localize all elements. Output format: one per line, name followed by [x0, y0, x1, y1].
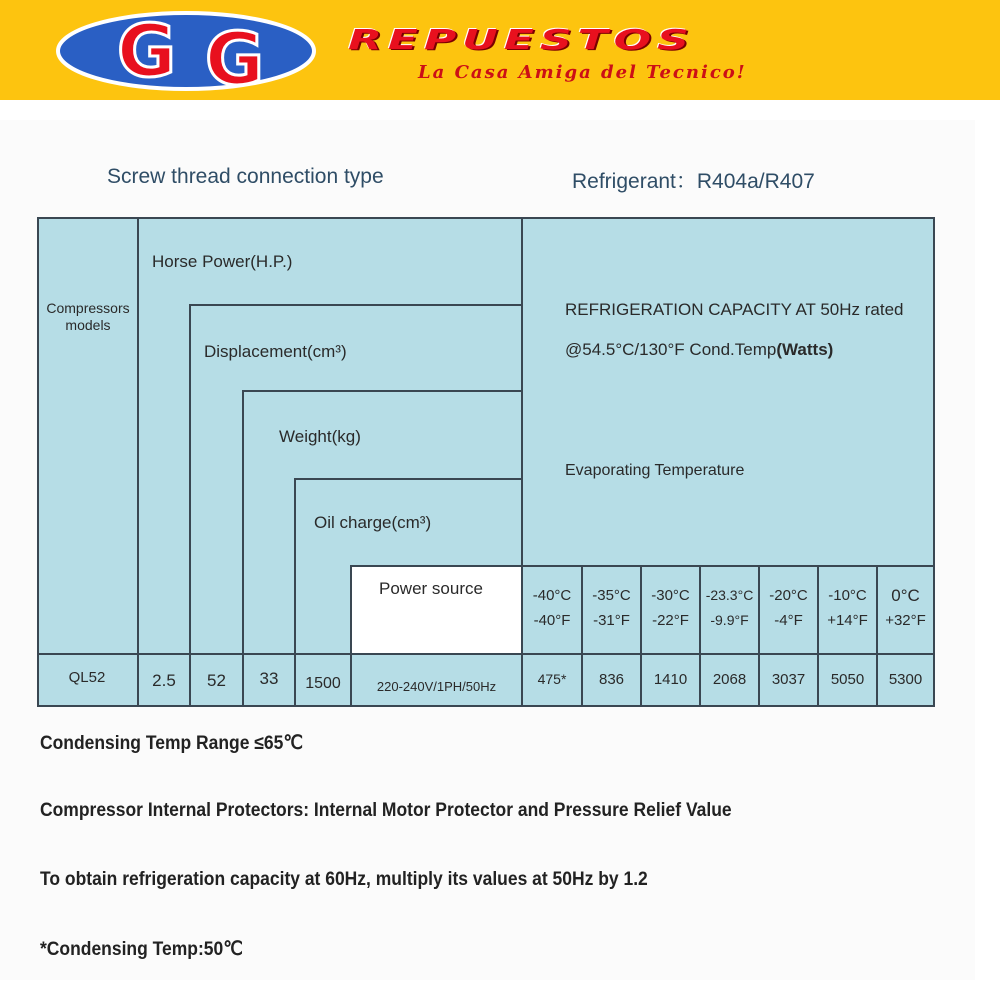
table-border-right — [933, 217, 935, 707]
specs-table — [37, 217, 935, 707]
temp-fahrenheit: +32°F — [885, 612, 926, 629]
gg-logo-icon — [55, 10, 317, 92]
displacement-column-divider — [242, 390, 244, 707]
temp-fahrenheit: -22°F — [652, 612, 689, 629]
horse-power-label: Horse Power(H.P.) — [152, 252, 293, 271]
displacement-label: Displacement(cm³) — [204, 342, 347, 361]
brand-name: REPUESTOS — [348, 24, 695, 56]
weight-step — [242, 390, 521, 392]
temp-header — [760, 583, 817, 633]
table-cell-capacity: 475* — [537, 671, 567, 687]
temp-celsius: -10°C — [828, 587, 867, 604]
capacity-title-line2-text: @54.5°C/130°F Cond.Temp — [565, 340, 777, 359]
temp-celsius: -20°C — [769, 587, 808, 604]
temp-fahrenheit: -40°F — [533, 612, 571, 629]
compressors-models-line1: Compressors — [46, 300, 130, 316]
temp-fahrenheit: -31°F — [593, 612, 630, 629]
temp-celsius: -30°C — [651, 587, 690, 604]
header-banner — [0, 0, 1000, 100]
table-cell-weight: 33 — [259, 669, 279, 688]
temp-header — [523, 583, 581, 633]
note-60hz-conversion: To obtain refrigeration capacity at 60Hz, multiply its values at 50Hz by 1.2 — [40, 869, 648, 890]
power-step — [350, 565, 935, 567]
weight-label: Weight(kg) — [279, 427, 361, 446]
table-cell-oil: 1500 — [305, 675, 341, 692]
temp-header — [642, 583, 699, 633]
oil-charge-label: Oil charge(cm³) — [314, 513, 432, 532]
svg-text:G: G — [117, 10, 177, 92]
capacity-unit: (Watts) — [776, 340, 834, 359]
note-condensing-temp: *Condensing Temp:50℃ — [40, 939, 243, 960]
table-cell-capacity: 836 — [598, 671, 625, 688]
temp-fahrenheit: +14°F — [827, 612, 868, 629]
temp-fahrenheit: -4°F — [774, 612, 803, 629]
capacity-title-line1: REFRIGERATION CAPACITY AT 50Hz rated — [565, 300, 904, 319]
temp-header — [701, 583, 758, 633]
compressors-models-line2: models — [65, 317, 111, 333]
table-cell-capacity: 3037 — [771, 671, 806, 688]
table-cell-hp: 2.5 — [152, 671, 176, 690]
table-border-bottom — [37, 705, 935, 707]
displacement-step — [189, 304, 521, 306]
temp-celsius: -35°C — [592, 587, 631, 604]
note-internal-protectors: Compressor Internal Protectors: Internal Motor Protector and Pressure Relief Value — [40, 800, 732, 821]
temp-celsius: -23.3°C — [705, 587, 754, 603]
table-cell-capacity: 1410 — [653, 671, 688, 688]
connection-type-heading: Screw thread connection type — [107, 165, 384, 188]
compressors-models-label — [43, 300, 133, 334]
brand-tagline: La Casa Amiga del Tecnico! — [418, 62, 747, 83]
header-row-divider — [37, 653, 935, 655]
oil-step — [294, 478, 521, 480]
temp-celsius: -40°C — [532, 587, 572, 604]
note-condensing-range: Condensing Temp Range ≤65℃ — [40, 733, 303, 754]
table-cell-displacement: 52 — [207, 671, 226, 690]
temp-celsius: 0°C — [891, 586, 920, 605]
model-column-divider — [137, 217, 139, 707]
weight-column-divider — [294, 478, 296, 707]
table-cell-model: QL52 — [68, 669, 106, 686]
temp-fahrenheit: -9.9°F — [710, 612, 749, 628]
hp-column-divider — [189, 304, 191, 707]
svg-text:G: G — [205, 17, 265, 92]
evaporating-temperature-label: Evaporating Temperature — [565, 462, 745, 479]
table-cell-capacity: 2068 — [712, 671, 747, 688]
temp-header — [878, 583, 933, 633]
refrigerant-heading: Refrigerant：R404a/R407 — [572, 170, 815, 193]
capacity-title-line2 — [565, 340, 833, 360]
temp-header — [583, 583, 640, 633]
table-border-left — [37, 217, 39, 707]
table-border-top — [37, 217, 935, 219]
table-cell-capacity: 5300 — [888, 671, 923, 688]
table-cell-capacity: 5050 — [830, 671, 865, 688]
power-source-label: Power source — [379, 579, 483, 598]
table-cell-power: 220-240V/1PH/50Hz — [376, 679, 497, 694]
temp-header — [819, 583, 876, 633]
capacity-region-divider — [521, 217, 523, 707]
